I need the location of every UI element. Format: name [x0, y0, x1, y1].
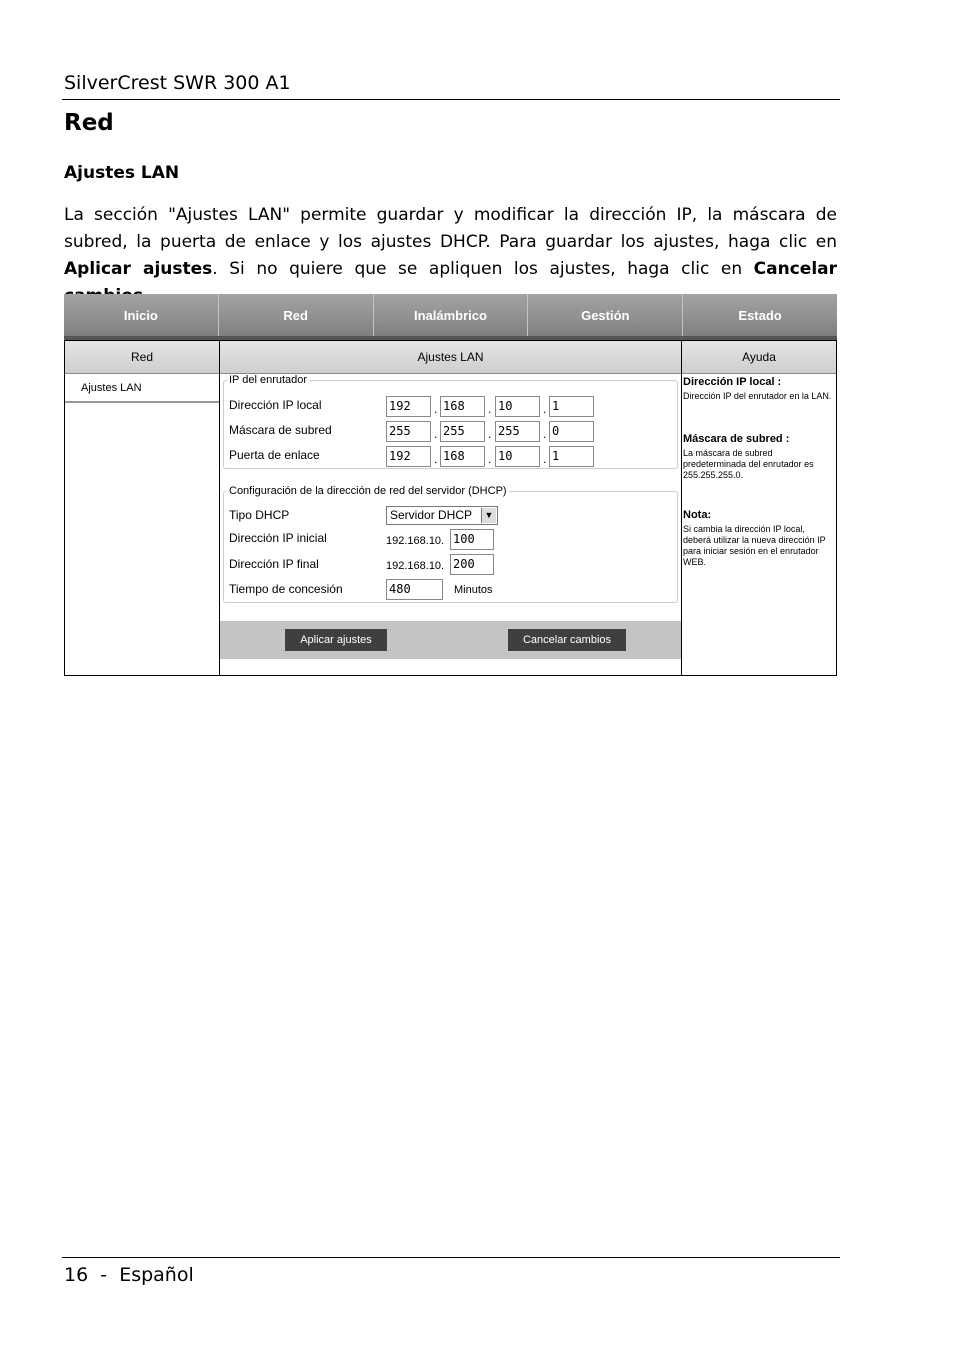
dhcp-type-value: Servidor DHCP: [390, 508, 473, 522]
end-ip-prefix: 192.168.10.: [386, 560, 445, 572]
end-ip-field[interactable]: 200: [450, 554, 494, 575]
tab-red[interactable]: Red: [219, 294, 374, 336]
page-footer: 16 - Español: [64, 1264, 194, 1286]
ip-label: Dirección IP local: [229, 398, 322, 412]
mask-label: Máscara de subred: [229, 423, 332, 437]
mask-octet-4-field[interactable]: 0: [549, 421, 594, 442]
tab-inalambrico[interactable]: Inalámbrico: [374, 294, 529, 336]
top-navigation: [64, 294, 837, 340]
sidebar: [64, 340, 220, 676]
lease-time-unit: Minutos: [454, 584, 493, 596]
mask-octet-1-field[interactable]: 255: [386, 421, 431, 442]
gateway-octet-2-field[interactable]: 168: [440, 446, 485, 467]
ip-octet-4-field[interactable]: 1: [549, 396, 594, 417]
panel-heading: Ajustes LAN: [220, 341, 681, 374]
gateway-octet-4-field[interactable]: 1: [549, 446, 594, 467]
help-note-text: Si cambia la dirección IP local, deberá utilizar la nueva dirección IP para iniciar sesión en el enrutador WEB.: [683, 524, 826, 567]
button-bar: [220, 621, 681, 659]
chevron-down-icon[interactable]: ▼: [481, 508, 496, 523]
help-note-title: Nota:: [683, 509, 712, 521]
description-paragraph: La sección "Ajustes LAN" permite guardar y modificar la dirección IP, la máscara de subred, la puerta de enlace y los ajustes DHCP. Para guardar los ajustes, haga clic en Aplicar ajustes. Si no quiere que se apliquen los ajustes, haga clic en Cancelar: [64, 205, 837, 279]
mask-octet-2-field[interactable]: 255: [440, 421, 485, 442]
router-screenshot: [64, 294, 837, 676]
dhcp-legend: Configuración de la dirección de red del servidor (DHCP): [229, 485, 507, 497]
help-mask-text: La máscara de subred predeterminada del enrutador es 255.255.255.0.: [683, 448, 814, 480]
dhcp-type-label: Tipo DHCP: [229, 508, 290, 522]
tab-gestion[interactable]: Gestión: [528, 294, 683, 336]
lease-time-field[interactable]: 480: [386, 579, 443, 600]
start-ip-label: Dirección IP inicial: [229, 531, 327, 545]
help-mask-title: Máscara de subred :: [683, 433, 790, 445]
start-ip-prefix: 192.168.10.: [386, 535, 445, 547]
help-ip-section: [682, 376, 836, 425]
help-mask-section: [682, 433, 836, 501]
ip-octet-1-field[interactable]: 192: [386, 396, 431, 417]
cancel-changes-button[interactable]: Cancelar cambios: [508, 629, 626, 651]
gateway-octet-3-field[interactable]: 10: [495, 446, 540, 467]
help-heading: Ayuda: [682, 341, 836, 374]
footer-rule: [62, 1257, 840, 1258]
mask-octet-3-field[interactable]: 255: [495, 421, 540, 442]
end-ip-label: Dirección IP final: [229, 557, 319, 571]
gateway-label: Puerta de enlace: [229, 448, 320, 462]
help-note-section: [682, 509, 836, 589]
apply-settings-button[interactable]: Aplicar ajustes: [285, 629, 387, 651]
tab-estado[interactable]: Estado: [738, 307, 782, 323]
help-panel: [681, 340, 837, 676]
ip-octet-3-field[interactable]: 10: [495, 396, 540, 417]
main-panel: Ajustes LAN IP del enrutador Dirección IP local 192 . 168 . 10 . 1 Máscara de subred 255 . 255 . 255 . 0 Puerta de enlace 192 . 168 . 10 . 1 Configuración de la dirección de red del servidor (DHCP) Tipo DHCP Servidor DHCP ▼ Dirección IP inicial 192.168.10. 100 Dirección IP final 192.168.10. 200 Tiempo de concesión 480 Minutos Aplicar ajustes Cancelar cambios: [219, 340, 682, 676]
router-ip-legend: IP del enrutador: [229, 374, 308, 386]
sidebar-heading: Red: [65, 341, 219, 374]
gateway-octet-1-field[interactable]: 192: [386, 446, 431, 467]
start-ip-field[interactable]: 100: [450, 529, 494, 550]
subsection-title: Ajustes LAN: [64, 163, 180, 183]
lease-time-label: Tiempo de concesión: [229, 582, 343, 596]
dhcp-type-select[interactable]: [386, 506, 498, 525]
section-title: Red: [64, 110, 114, 136]
sidebar-item-ajustes-lan[interactable]: Ajustes LAN: [65, 374, 219, 403]
header-rule: [62, 99, 840, 100]
ip-octet-2-field[interactable]: 168: [440, 396, 485, 417]
document-header: SilverCrest SWR 300 A1: [64, 72, 291, 94]
help-ip-title: Dirección IP local :: [683, 376, 782, 388]
help-ip-text: Dirección IP del enrutador en la LAN.: [683, 391, 832, 401]
tab-inicio[interactable]: Inicio: [64, 294, 219, 336]
